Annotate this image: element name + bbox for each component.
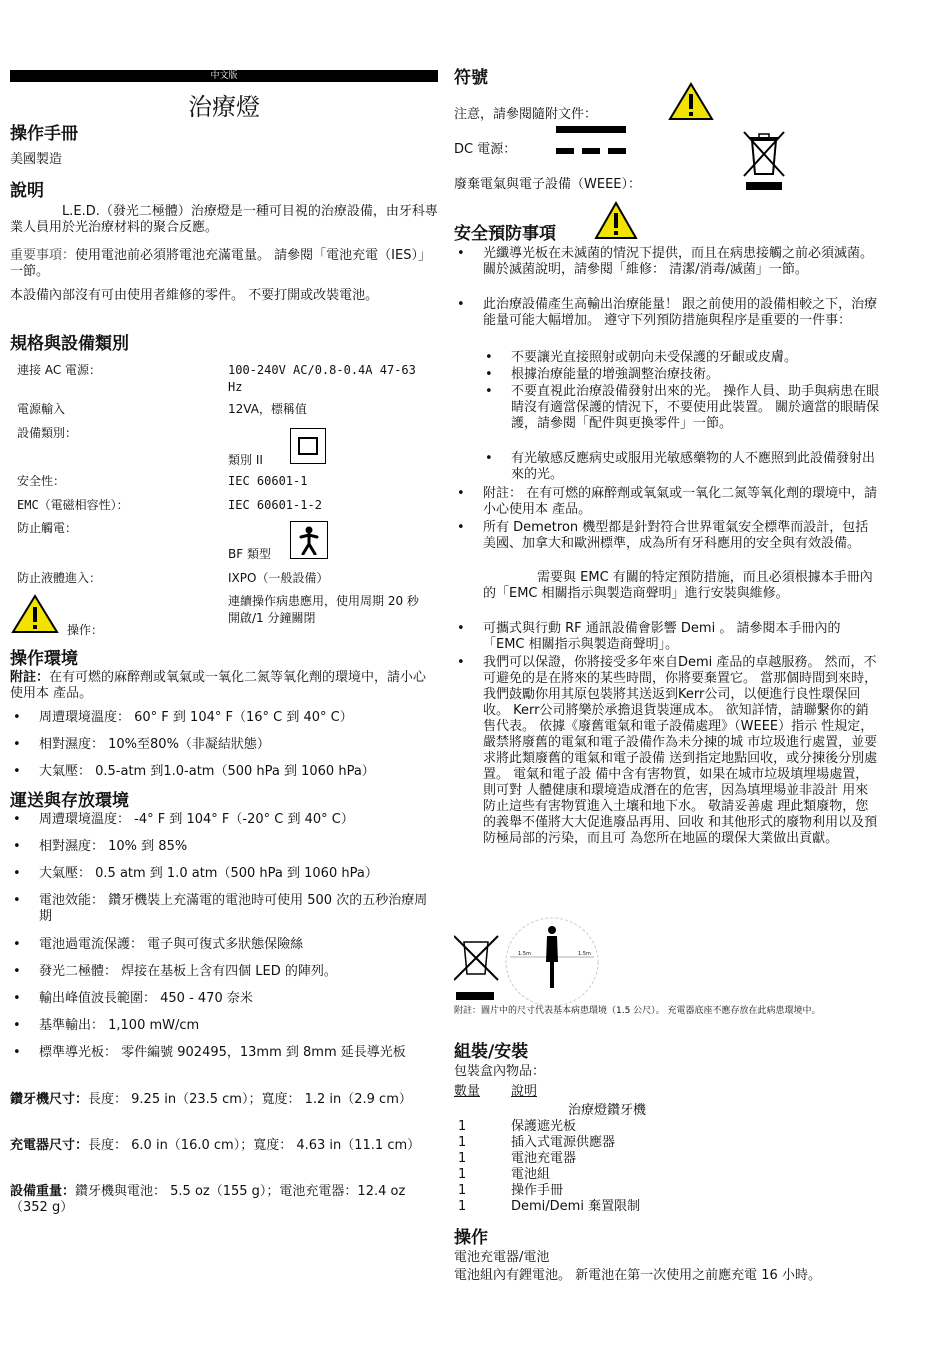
- important-note: [10, 248, 438, 280]
- table-row: [458, 1119, 640, 1135]
- spec-value: IEC 60601-1-2: [228, 498, 322, 512]
- description-para: L.E.D.（發光二極體）治療燈是一種可目視的治療設備，由牙科專業人員用於光治療材料的聚合反應。: [10, 204, 438, 235]
- operation-subheading: 電池充電器/電池: [454, 1250, 550, 1265]
- list-item: • 相對濕度： 10% 到 85%: [10, 839, 438, 866]
- note-text: 在有可燃的麻醉劑或氧氣或一氧化二氮等氧化劑的環境中，請小心使用本 產品。: [10, 670, 427, 701]
- spec-label: 電源輸入: [17, 402, 66, 416]
- spec-label: EMC（電磁相容性）：: [17, 498, 129, 512]
- service-note: 本設備內部沒有可由使用者維修的零件。 不要打開或改裝電池。: [10, 288, 379, 303]
- table-row: [458, 1199, 640, 1215]
- spec-label: 設備類別：: [17, 426, 78, 440]
- environment-list: [10, 710, 438, 780]
- dimension-label-right: 1.5m: [578, 951, 591, 957]
- spec-value: 連續操作病患應用，使用周期 20 秒開啟/1 分鐘關閉: [228, 594, 419, 625]
- desc-cell: 電池組: [511, 1167, 551, 1182]
- list-item: • 根據治療能量的增強調整治療技術。: [482, 367, 880, 384]
- list-item: • 相對濕度： 10%至80%（非凝結狀態）: [10, 737, 438, 764]
- operation-text: 電池組內有鋰電池。 新電池在第一次使用之前應充電 16 小時。: [454, 1268, 821, 1283]
- assembly-heading: 組裝/安裝: [454, 1042, 529, 1062]
- list-item: • 基準輸出： 1,100 mW/cm: [10, 1018, 438, 1045]
- list-item: • 電池過電流保護： 電子與可復式多狀態保險絲: [10, 937, 438, 964]
- dim-text: 長度： 6.0 in（16.0 cm）；寬度： 4.63 in（11.1 cm）: [88, 1138, 421, 1153]
- list-item: • 可攜式與行動 RF 通訊設備會影響 Demi 。 請參閱本手冊內的「EMC 相關指示與製造商聲明」。: [454, 621, 880, 655]
- spec-value: IEC 60601-1: [228, 474, 308, 488]
- spec-value: 類別 II: [228, 453, 263, 467]
- list-item: • 標準導光板： 零件編號 902495，13mm 到 8mm 延長導光板: [10, 1045, 438, 1061]
- description-heading: 說明: [10, 181, 44, 201]
- dc-label: DC 電源：: [454, 142, 517, 157]
- table-row: [458, 1151, 640, 1167]
- transport-heading: 運送與存放環境: [10, 791, 129, 811]
- environment-heading: 操作環境: [10, 649, 78, 669]
- weight: [10, 1184, 438, 1216]
- spec-label: 防止液體進入：: [17, 571, 102, 585]
- list-item: • 大氣壓： 0.5 atm 到 1.0 atm（500 hPa 到 1060 hPa）: [10, 866, 438, 893]
- list-item: • 不要讓光直接照射或朝向未受保護的牙齦或皮膚。: [482, 350, 880, 367]
- bf-type-icon: [290, 521, 328, 559]
- desc-cell: 插入式電源供應器: [511, 1135, 616, 1150]
- symbols-heading: 符號: [454, 68, 488, 88]
- list-item: • 所有 Demetron 機型都是針對符合世界電氣安全標準而設計，包括美國、加拿大和歐洲標準，成為所有牙科應用的安全與有效設備。: [454, 520, 880, 552]
- figure-drawing: [454, 916, 654, 1006]
- qty-cell: 1: [458, 1135, 467, 1150]
- list-item: • 此治療設備產生高輸出治療能量！ 跟之前使用的設備相較之下，治療能量可能大幅增加。 遵守下列預防措施與程序是重要的一件事：: [454, 297, 880, 348]
- table-row: [458, 1167, 640, 1183]
- qty-cell: 1: [458, 1119, 467, 1134]
- package-first-item: 治療燈鑽牙機: [568, 1103, 647, 1118]
- qty-cell: 1: [458, 1167, 467, 1182]
- language-bar: 中文版: [10, 70, 438, 82]
- spec-label: 操作：: [67, 623, 104, 637]
- spec-value: 12VA，標稱值: [228, 402, 307, 416]
- desc-cell: 電池充電器: [511, 1151, 577, 1166]
- list-item: • 大氣壓： 0.5-atm 到1.0-atm（500 hPa 到 1060 hPa）: [10, 764, 438, 780]
- important-text: 使用電池前必須將電池充滿電量。 請參閱「電池充電（IES）」一節。: [10, 248, 431, 279]
- environment-note: [10, 670, 438, 702]
- dim-label: 充電器尺寸：: [10, 1138, 89, 1153]
- table-row: [458, 1135, 640, 1151]
- warning-icon: [10, 593, 60, 640]
- list-item: • 發光二極體： 焊接在基板上含有四個 LED 的陣列。: [10, 964, 438, 991]
- weee-bin-icon: [742, 130, 786, 197]
- desc-cell: 操作手冊: [511, 1183, 564, 1198]
- dim-text: 鑽牙機與電池： 5.5 oz（155 g）；電池充電器：12.4 oz（352 g）: [10, 1184, 406, 1215]
- table-row: [458, 1183, 640, 1199]
- emc-paragraph: 需要與 EMC 有關的特定預防措施，而且必須根據本手冊內的「EMC 相關指示與製造商聲明」進行安裝與維修。: [483, 570, 873, 601]
- qty-cell: 1: [458, 1199, 467, 1214]
- dim-text: 長度： 9.25 in（23.5 cm）；寬度： 1.2 in（2.9 cm）: [88, 1092, 412, 1107]
- package-contents-label: 包裝盒內物品：: [454, 1064, 546, 1079]
- qty-cell: 1: [458, 1183, 467, 1198]
- qty-header: 數量: [454, 1084, 481, 1099]
- spec-value: IXPO（一般設備）: [228, 571, 329, 585]
- dim-label: 設備重量：: [10, 1184, 76, 1199]
- dimension-label-left: 1.5m: [518, 951, 531, 957]
- desc-header: 說明: [511, 1084, 538, 1099]
- spec-value: BF 類型: [228, 547, 271, 561]
- specs-heading: 規格與設備類別: [10, 334, 129, 354]
- figure-caption: 附註：圖片中的尺寸代表基本病患環境（1.5 公尺）。 充電器底座不應存放在此病患環境中。: [454, 1006, 821, 1016]
- safety-heading: 安全預防事項: [454, 224, 556, 244]
- made-in: 美國製造: [10, 152, 63, 167]
- package-table: [458, 1119, 640, 1215]
- transport-list: [10, 812, 438, 1061]
- weee-label: 廢棄電氣與電子設備（WEEE）：: [454, 177, 641, 192]
- qty-cell: 1: [458, 1151, 467, 1166]
- spec-label: 安全性：: [17, 474, 66, 488]
- safety-sublist: [482, 350, 880, 483]
- note-label: 附註：: [10, 670, 50, 685]
- list-item: • 我們可以保證，你將接受多年來自Demi 產品的卓越服務。 然而，不可避免的是在將來的某些時間，你將要棄置它。 當那個時間到來時，我們鼓勵你用其原包裝將其送返到Kerr公司，以便進行良性環保回收。 Kerr公司將樂於承擔退貨裝運成本。 欲知詳情，請聯繫你的銷售代表。 依據《廢舊電氣和電子設備處理》（WEEE）指示 性規定，嚴禁將廢舊的電氣和電子設備作為未分揀的城 市垃圾進行處置，並要求將此類廢舊的電氣和電子設備 送到指定地點回收，或分揀後分別處置。 電氣和電子設 備中含有害物質，如果在城市垃圾填埋場處置，則可對 人體健康和環境造成潛在的危害，因為填埋場並非設計 用來防止這些有害物質進入土壤和地下水。 敬請妥善處 理此類廢物，您的義舉不僅將大大促進廢品再用、回收 和其他形式的廢物利用以及預防極局部的污染，而且可 為您所在地區的環保大業做出貢獻。: [454, 655, 880, 847]
- list-item: • 電池效能： 鑽牙機裝上充滿電的電池時可使用 500 次的五秒治療周期: [10, 893, 438, 937]
- desc-cell: 保護遮光板: [511, 1119, 577, 1134]
- dc-dashed-line: [556, 148, 626, 154]
- spec-label: 連接 AC 電源：: [17, 363, 102, 377]
- patient-environment-figure: [454, 916, 654, 1006]
- list-item: • 有光敏感反應病史或服用光敏感藥物的人不應照到此設備發射出來的光。: [482, 451, 880, 483]
- caution-icon: [668, 82, 714, 127]
- list-item: • 周遭環境溫度： 60° F 到 104° F（16° C 到 40° C）: [10, 710, 438, 737]
- desc-cell: Demi/Demi 棄置限制: [511, 1199, 641, 1214]
- safety-warning-icon: [594, 201, 638, 246]
- safety-list-3: [454, 621, 880, 847]
- handpiece-dimensions: [10, 1092, 438, 1108]
- class-ii-icon: [290, 428, 326, 464]
- spec-label: 防止觸電：: [17, 521, 78, 535]
- dim-label: 鑽牙機尺寸：: [10, 1092, 89, 1107]
- list-item: • 不要直視此治療設備發射出來的光。 操作人員、助手與病患在眼睛沒有適當保護的情況下，不要使用此裝置。 關於適當的眼睛保護，請參閱「配件與更換零件」一節。: [482, 384, 880, 451]
- important-label: 重要事項：: [10, 248, 76, 263]
- document-title: 治療燈: [188, 93, 260, 121]
- list-item: • 輸出峰值波長範圍： 450 - 470 奈米: [10, 991, 438, 1018]
- operation-heading: 操作: [454, 1228, 488, 1248]
- spec-value: 100-240V AC/0.8-0.4A 47-63 Hz: [228, 363, 416, 394]
- caution-label: 注意，請參閱隨附文件：: [454, 107, 598, 122]
- manual-heading: 操作手冊: [10, 124, 78, 144]
- charger-dimensions: [10, 1138, 438, 1154]
- dc-solid-line: [556, 126, 626, 133]
- safety-list: [454, 246, 880, 348]
- safety-list-2: [454, 486, 880, 552]
- list-item: • 光纖導光板在未滅菌的情況下提供，而且在病患接觸之前必須滅菌。 關於滅菌說明，請參閱「維修： 清潔/消毒/滅菌」一節。: [454, 246, 880, 297]
- list-item: • 周遭環境溫度： -4° F 到 104° F（-20° C 到 40° C）: [10, 812, 438, 839]
- list-item: • 附註： 在有可燃的麻醉劑或氧氣或一氧化二氮等氧化劑的環境中，請小心使用本 產品。: [454, 486, 880, 520]
